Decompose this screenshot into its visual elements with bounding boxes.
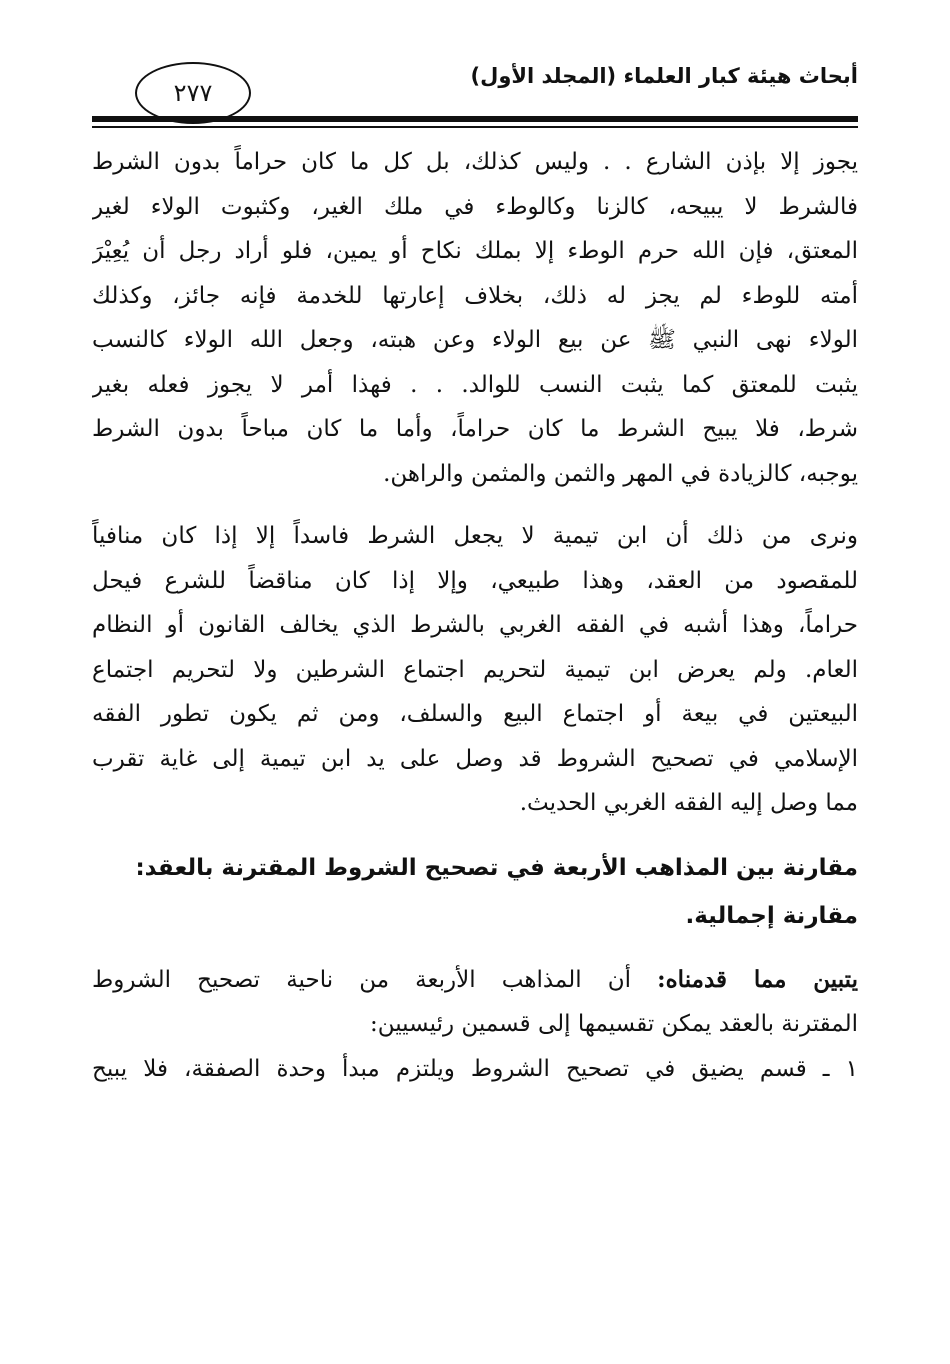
text-line: مما وصل إليه الفقه الغربي الحديث. — [519, 790, 858, 816]
text-line: العام. ولم يعرض ابن تيمية لتحريم اجتماع الشرطين ولا لتحريم اجتماع — [92, 656, 858, 683]
heading-line: مقارنة إجمالية. — [685, 902, 858, 929]
text-line: البيعتين في بيعة أو اجتماع البيع والسلف، ومن ثم يكون تطور الفقه — [92, 701, 858, 727]
lead-in-text: يتبين مما قدمناه: — [657, 965, 858, 993]
line-text: أن المذاهب الأربعة من ناحية تصحيح الشروط — [92, 966, 658, 993]
text-line: يوجبه، كالزيادة في المهر والثمن والمثمن والراهن. — [383, 460, 858, 487]
text-line: ونرى من ذلك أن ابن تيمية لا يجعل الشرط فاسداً إلا إذا كان منافياً — [92, 523, 858, 549]
paragraph-3 — [92, 958, 858, 1047]
text-line: المعتق، فإن الله حرم الوطء إلا بملك نكاح أو يمين، فلو أراد رجل أن يُعِيْرَ — [92, 238, 858, 264]
text-line: المقترنة بالعقد يمكن تقسيمها إلى قسمين رئيسيين: — [369, 1011, 858, 1037]
text-line: فالشرط لا يبيحه، كالزنا وكالوطء في ملك الغير، وكثبوت الولاء لغير — [92, 193, 858, 220]
text-line: الإسلامي في تصحيح الشروط قد وصل على يد ابن تيمية إلى غاية تقرب — [92, 745, 858, 772]
header-rule-thin — [92, 126, 858, 128]
text-line — [92, 958, 858, 1003]
text-line: حراماً، وهذا أشبه في الفقه الغربي بالشرط الذي يخالف القانون أو النظام — [92, 612, 858, 638]
page-number-badge — [135, 62, 251, 124]
page-body — [92, 140, 858, 1091]
text-line: للمقصود من العقد، وهذا طبيعي، وإلا إذا كان مناقضاً للشرع فيحل — [92, 567, 858, 594]
running-title: أبحاث هيئة كبار العلماء (المجلد الأول) — [470, 64, 858, 88]
text-line: يثبت للمعتق كما يثبت النسب للوالد. . . فهذا أمر لا يجوز فعله بغير — [92, 371, 858, 398]
paragraph-1 — [92, 140, 858, 496]
text-line: شرط، فلا يبيح الشرط ما كان حراماً، وأما ما كان مباحاً بدون الشرط — [92, 416, 858, 442]
header-rule-thick — [92, 116, 858, 122]
paragraph-2 — [92, 514, 858, 826]
text-line: أمته للوطء لم يجز له ذلك، بخلاف إعارتها للخدمة فإنه جائز، وكذلك — [92, 282, 858, 309]
page-number: ٢٧٧ — [173, 79, 213, 107]
text-line: الولاء نهى النبي ﷺ عن بيع الولاء وعن هبته، وجعل الله الولاء كالنسب — [92, 327, 858, 353]
text-line: ١ ـ قسم يضيق في تصحيح الشروط ويلتزم مبدأ وحدة الصفقة، فلا يبيح — [92, 1055, 858, 1082]
section-heading — [92, 844, 858, 940]
heading-line: مقارنة بين المذاهب الأربعة في تصحيح الشروط المقترنة بالعقد: — [135, 854, 858, 881]
text-line: يجوز إلا بإذن الشارع . . وليس كذلك، بل كل ما كان حراماً بدون الشرط — [92, 149, 858, 175]
list-item-1 — [92, 1047, 858, 1092]
